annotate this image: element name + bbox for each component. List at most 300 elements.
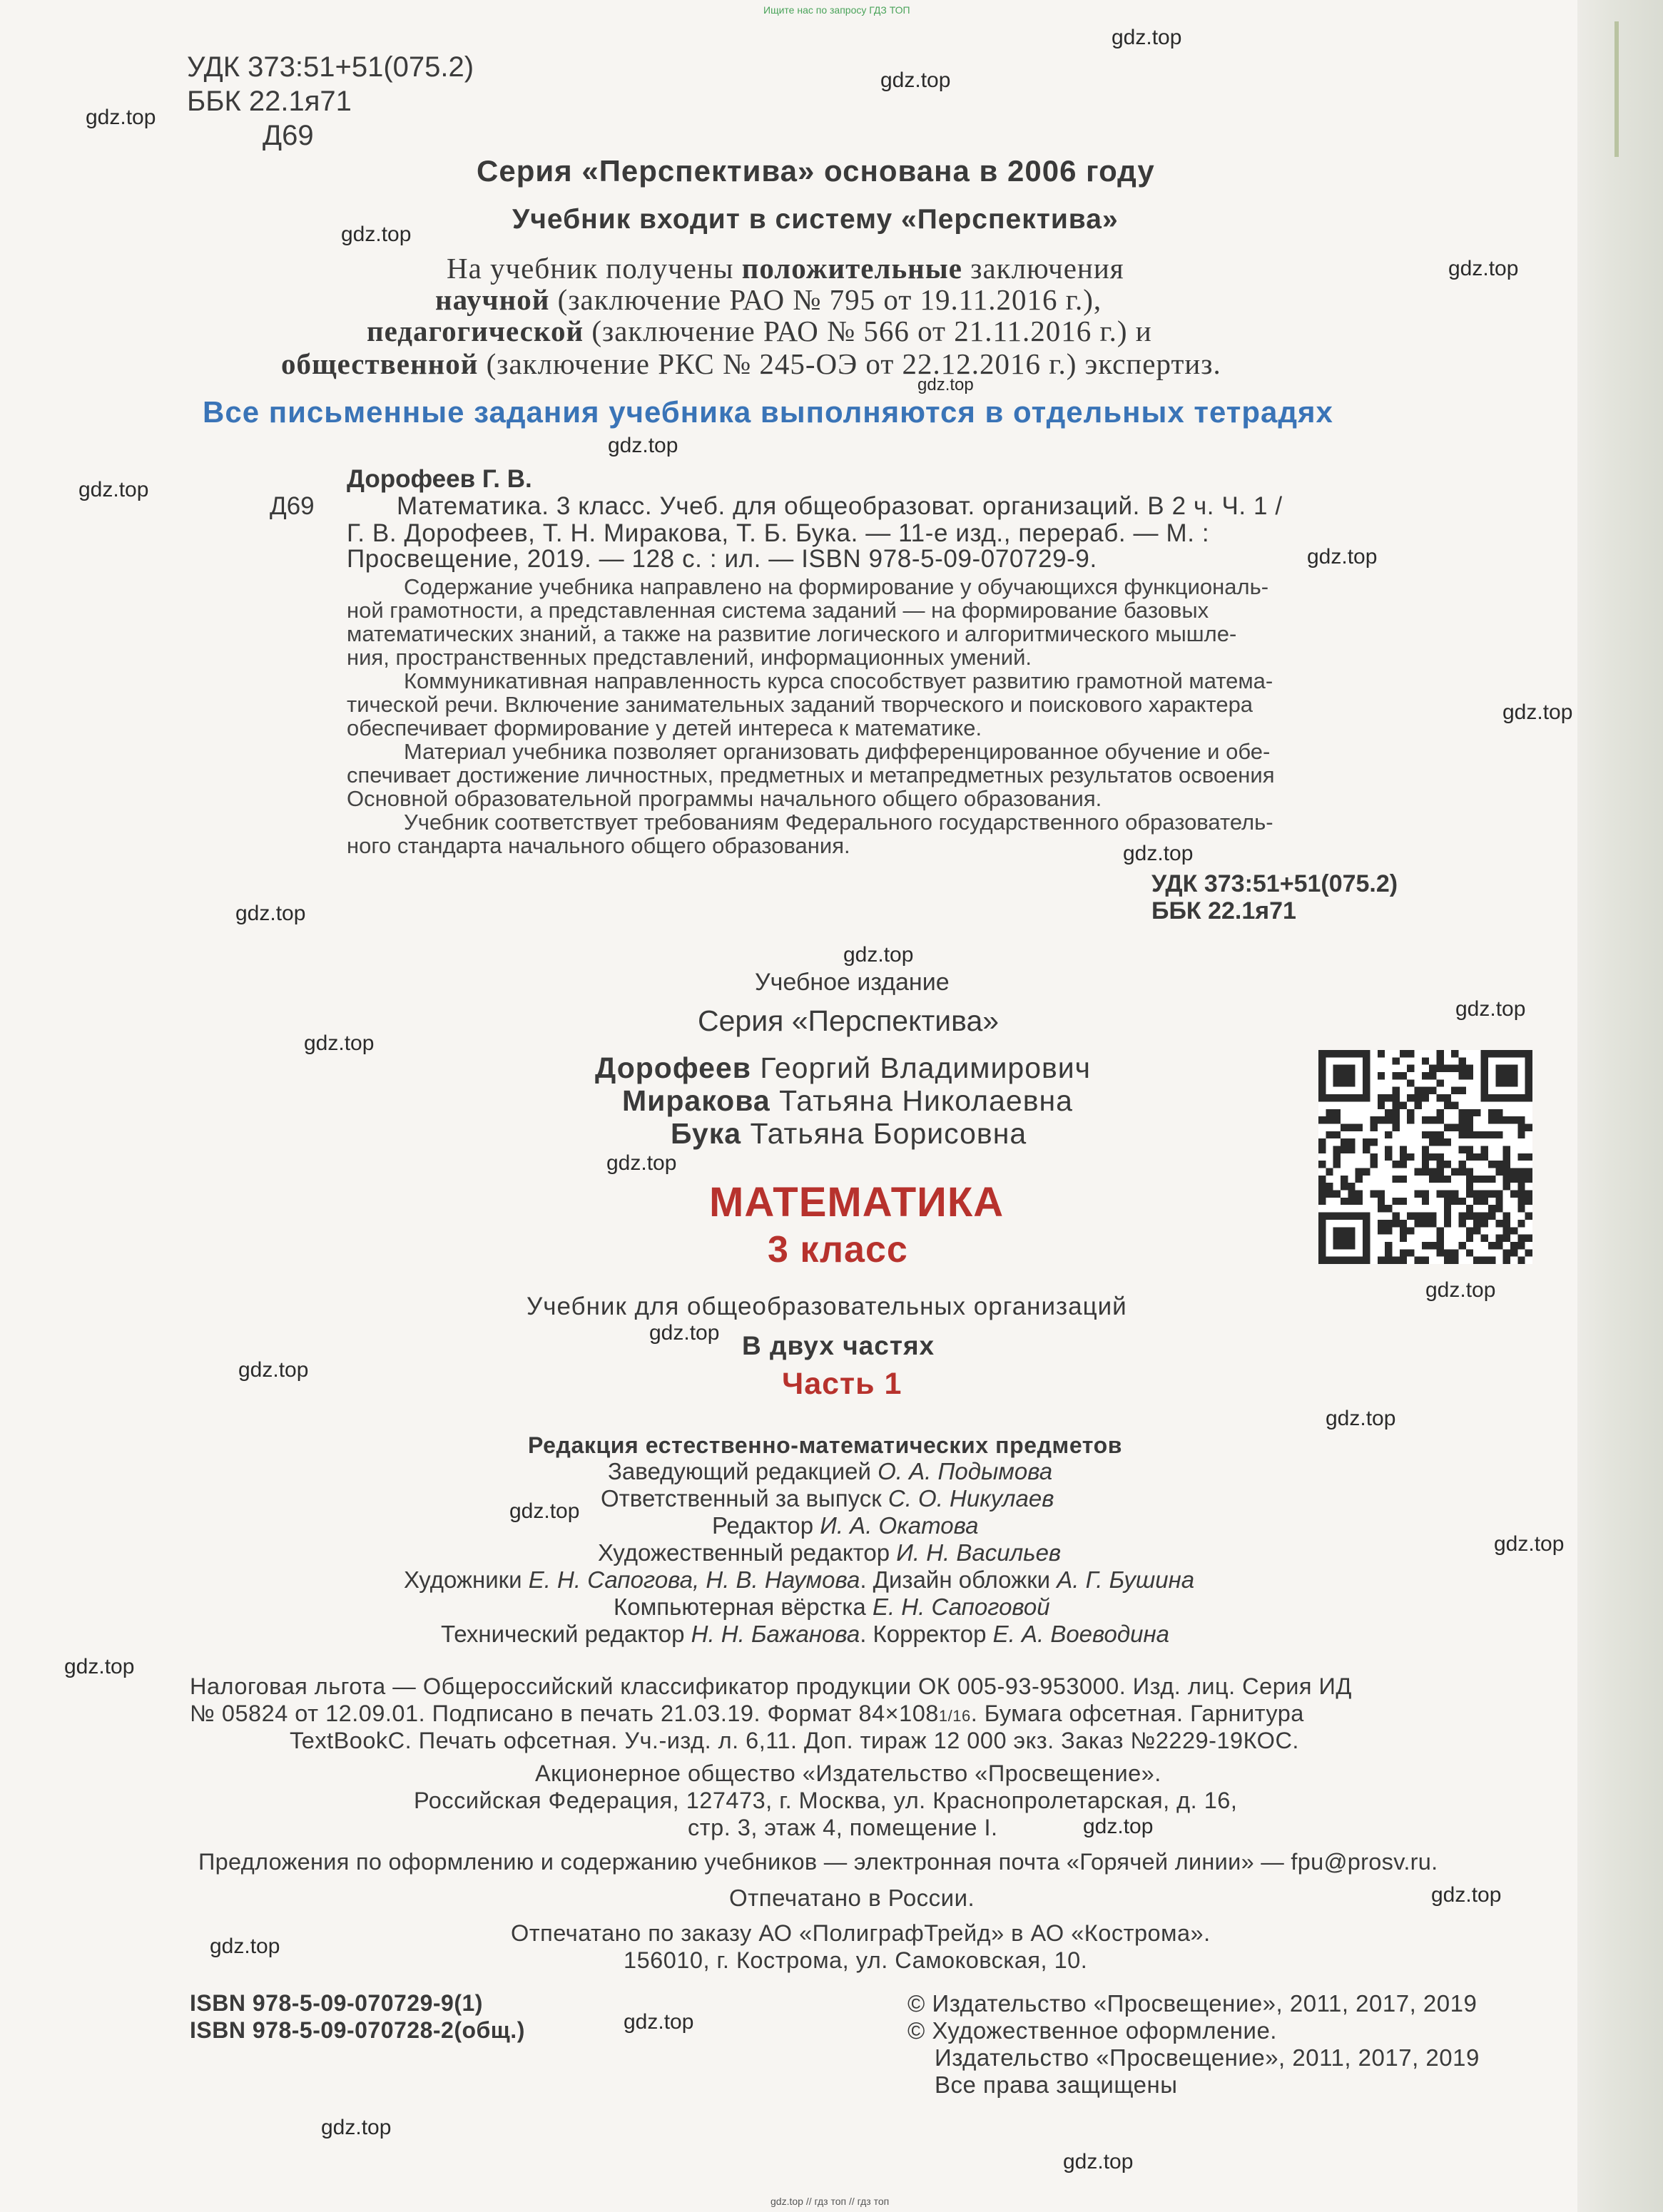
- qr-module: [1466, 1227, 1473, 1234]
- qr-module: [1517, 1131, 1525, 1138]
- qr-module: [1437, 1191, 1444, 1198]
- qr-module: [1422, 1094, 1429, 1101]
- qr-module: [1510, 1050, 1517, 1057]
- qr-module: [1341, 1198, 1348, 1205]
- qr-module: [1481, 1079, 1488, 1086]
- qr-module: [1444, 1123, 1451, 1131]
- qr-module: [1341, 1094, 1348, 1101]
- qr-module: [1363, 1146, 1370, 1153]
- credit-row-artists: Художники Е. Н. Сапогова, Н. В. Наумова. Дизайн обложки А. Г. Бушина: [404, 1566, 1195, 1593]
- qr-module: [1326, 1168, 1333, 1176]
- qr-module: [1356, 1191, 1363, 1198]
- header-bbk: ББК 22.1я71: [187, 86, 352, 117]
- qr-module: [1400, 1146, 1407, 1153]
- credit-row: Ответственный за выпуск С. О. Никулаев: [601, 1485, 1054, 1512]
- qr-module: [1422, 1213, 1429, 1220]
- header-code: Д69: [263, 120, 314, 151]
- copyright-line-3: Издательство «Просвещение», 2011, 2017, 2019: [935, 2044, 1480, 2071]
- qr-module: [1495, 1131, 1502, 1138]
- qr-module: [1392, 1094, 1399, 1101]
- qr-module: [1341, 1242, 1348, 1249]
- system-note: Учебник входит в систему «Перспектива»: [512, 204, 1119, 235]
- qr-module: [1503, 1050, 1510, 1057]
- qr-module: [1437, 1138, 1444, 1146]
- qr-module: [1459, 1161, 1466, 1168]
- qr-module: [1466, 1235, 1473, 1242]
- qr-module: [1318, 1220, 1326, 1227]
- qr-module: [1326, 1109, 1333, 1116]
- qr-module: [1326, 1094, 1333, 1101]
- qr-module: [1466, 1146, 1473, 1153]
- qr-module: [1444, 1198, 1451, 1205]
- qr-module: [1459, 1131, 1466, 1138]
- qr-module: [1481, 1213, 1488, 1220]
- qr-module: [1378, 1257, 1385, 1264]
- qr-module: [1400, 1050, 1407, 1057]
- abstract-line: спечивает достижение личностных, предметных и метапредметных результатов освоения: [347, 763, 1275, 788]
- qr-module: [1444, 1249, 1451, 1256]
- watermark[interactable]: gdz.top: [304, 1031, 375, 1055]
- qr-module: [1429, 1153, 1436, 1161]
- qr-module: [1444, 1161, 1451, 1168]
- qr-module: [1385, 1249, 1392, 1256]
- qr-module: [1333, 1131, 1341, 1138]
- qr-code-image: [1318, 1050, 1532, 1264]
- qr-module: [1437, 1249, 1444, 1256]
- qr-module: [1326, 1191, 1333, 1198]
- qr-module: [1363, 1087, 1370, 1094]
- qr-module: [1341, 1123, 1348, 1131]
- qr-module: [1429, 1138, 1436, 1146]
- author-1: Дорофеев Георгий Владимирович: [595, 1051, 1092, 1084]
- qr-module: [1517, 1116, 1525, 1123]
- qr-module: [1333, 1065, 1341, 1072]
- qr-module: [1503, 1065, 1510, 1072]
- qr-module: [1488, 1242, 1495, 1249]
- qr-module: [1503, 1168, 1510, 1176]
- qr-module: [1481, 1176, 1488, 1183]
- qr-module: [1451, 1050, 1458, 1057]
- bib-bbk: ББК 22.1я71: [1151, 897, 1296, 924]
- qr-module: [1333, 1050, 1341, 1057]
- qr-module: [1451, 1249, 1458, 1256]
- qr-module: [1318, 1249, 1326, 1256]
- series-founded: Серия «Перспектива» основана в 2006 году: [477, 154, 1155, 188]
- proposals-note: Предложения по оформлению и содержанию учебников — электронная почта «Горячей линии» — fpu@prosv.ru.: [198, 1849, 1438, 1875]
- watermark[interactable]: gdz.top: [608, 434, 678, 457]
- qr-module: [1341, 1176, 1348, 1183]
- qr-module: [1510, 1072, 1517, 1079]
- qr-module: [1503, 1249, 1510, 1256]
- watermark[interactable]: gdz.top: [843, 943, 914, 967]
- watermark[interactable]: gdz.top: [1431, 1883, 1502, 1907]
- reviews-line-4: общественной (заключение РКС № 245-ОЭ от 22.12.2016 г.) экспертиз.: [281, 347, 1221, 380]
- qr-module: [1503, 1183, 1510, 1190]
- qr-module: [1400, 1220, 1407, 1227]
- qr-module: [1517, 1050, 1525, 1057]
- qr-module: [1348, 1050, 1355, 1057]
- qr-module: [1422, 1087, 1429, 1094]
- qr-module: [1318, 1227, 1326, 1234]
- qr-module: [1503, 1146, 1510, 1153]
- qr-module: [1481, 1220, 1488, 1227]
- qr-module: [1525, 1198, 1532, 1205]
- top-notice[interactable]: Ищите нас по запросу ГДЗ ТОП: [763, 4, 910, 16]
- qr-module: [1510, 1242, 1517, 1249]
- qr-module: [1517, 1176, 1525, 1183]
- qr-module: [1495, 1242, 1502, 1249]
- watermark[interactable]: gdz.top: [606, 1151, 677, 1175]
- qr-module: [1318, 1116, 1326, 1123]
- qr-module: [1326, 1257, 1333, 1264]
- qr-module: [1481, 1198, 1488, 1205]
- qr-module: [1437, 1109, 1444, 1116]
- book-title: МАТЕМАТИКА: [709, 1179, 1005, 1225]
- qr-module: [1437, 1094, 1444, 1101]
- bottom-notice[interactable]: gdz.top // гдз топ // гдз топ: [771, 2196, 890, 2207]
- qr-module: [1407, 1249, 1414, 1256]
- publisher-line-1: Акционерное общество «Издательство «Просвещение».: [535, 1760, 1161, 1786]
- qr-module: [1341, 1065, 1348, 1072]
- qr-module: [1517, 1242, 1525, 1249]
- watermark[interactable]: gdz.top: [1494, 1532, 1565, 1556]
- qr-module: [1392, 1087, 1399, 1094]
- watermark[interactable]: gdz.top: [341, 223, 412, 246]
- qr-module: [1318, 1191, 1326, 1198]
- printed-in: Отпечатано в России.: [729, 1885, 975, 1911]
- qr-module: [1481, 1072, 1488, 1079]
- qr-module: [1318, 1079, 1326, 1086]
- qr-module: [1370, 1153, 1377, 1161]
- qr-module: [1385, 1153, 1392, 1161]
- qr-module: [1466, 1065, 1473, 1072]
- qr-module: [1525, 1065, 1532, 1072]
- qr-module: [1495, 1235, 1502, 1242]
- qr-module: [1495, 1205, 1502, 1212]
- qr-module: [1392, 1057, 1399, 1064]
- qr-module: [1517, 1168, 1525, 1176]
- reviews-line-3: педагогической (заключение РАО № 566 от 21.11.2016 г.) и: [367, 315, 1152, 347]
- qr-module: [1348, 1138, 1355, 1146]
- qr-module: [1422, 1057, 1429, 1064]
- qr-module: [1451, 1087, 1458, 1094]
- qr-module: [1422, 1161, 1429, 1168]
- qr-module: [1437, 1065, 1444, 1072]
- qr-module: [1356, 1168, 1363, 1176]
- qr-module: [1400, 1072, 1407, 1079]
- watermark[interactable]: gdz.top: [509, 1499, 580, 1523]
- qr-module: [1392, 1198, 1399, 1205]
- qr-module: [1429, 1131, 1436, 1138]
- qr-module: [1326, 1050, 1333, 1057]
- qr-module: [1481, 1235, 1488, 1242]
- abstract-line: Содержание учебника направлено на формирование у обучающихся функциональ-: [404, 574, 1269, 599]
- qr-module: [1488, 1257, 1495, 1264]
- qr-module: [1385, 1146, 1392, 1153]
- qr-code[interactable]: [1318, 1050, 1532, 1264]
- qr-module: [1318, 1235, 1326, 1242]
- qr-module: [1326, 1131, 1333, 1138]
- watermark[interactable]: gdz.top: [624, 2010, 694, 2034]
- qr-module: [1414, 1213, 1421, 1220]
- qr-module: [1503, 1161, 1510, 1168]
- qr-module: [1525, 1094, 1532, 1101]
- qr-module: [1348, 1227, 1355, 1234]
- qr-module: [1459, 1109, 1466, 1116]
- qr-module: [1407, 1065, 1414, 1072]
- watermark[interactable]: gdz.top: [1326, 1407, 1396, 1430]
- qr-module: [1481, 1191, 1488, 1198]
- qr-module: [1422, 1257, 1429, 1264]
- qr-module: [1488, 1213, 1495, 1220]
- qr-module: [1525, 1168, 1532, 1176]
- qr-module: [1525, 1123, 1532, 1131]
- qr-module: [1517, 1220, 1525, 1227]
- qr-module: [1473, 1191, 1480, 1198]
- qr-module: [1341, 1050, 1348, 1057]
- qr-module: [1510, 1249, 1517, 1256]
- qr-module: [1422, 1116, 1429, 1123]
- qr-module: [1495, 1109, 1502, 1116]
- qr-module: [1392, 1123, 1399, 1131]
- qr-module: [1437, 1116, 1444, 1123]
- qr-module: [1481, 1094, 1488, 1101]
- watermark[interactable]: gdz.top: [238, 1358, 309, 1382]
- qr-module: [1525, 1213, 1532, 1220]
- qr-module: [1503, 1213, 1510, 1220]
- watermark[interactable]: gdz.top: [1448, 257, 1519, 280]
- qr-module: [1363, 1242, 1370, 1249]
- qr-module: [1444, 1213, 1451, 1220]
- qr-module: [1466, 1205, 1473, 1212]
- qr-module: [1503, 1153, 1510, 1161]
- qr-module: [1400, 1227, 1407, 1234]
- qr-module: [1510, 1065, 1517, 1072]
- qr-module: [1437, 1153, 1444, 1161]
- qr-module: [1400, 1235, 1407, 1242]
- edition-type: Учебное издание: [755, 969, 950, 996]
- qr-module: [1495, 1168, 1502, 1176]
- watermark[interactable]: gdz.top: [649, 1321, 720, 1345]
- qr-module: [1356, 1176, 1363, 1183]
- qr-module: [1333, 1109, 1341, 1116]
- qr-module: [1363, 1168, 1370, 1176]
- part-label: Часть 1: [782, 1367, 902, 1401]
- qr-module: [1422, 1191, 1429, 1198]
- watermark[interactable]: gdz.top: [321, 2116, 392, 2139]
- qr-module: [1392, 1213, 1399, 1220]
- qr-module: [1333, 1213, 1341, 1220]
- qr-module: [1459, 1116, 1466, 1123]
- qr-module: [1444, 1094, 1451, 1101]
- qr-module: [1400, 1153, 1407, 1161]
- watermark[interactable]: gdz.top: [1123, 842, 1194, 865]
- qr-module: [1370, 1191, 1377, 1198]
- qr-module: [1348, 1242, 1355, 1249]
- reviews-line-1: На учебник получены положительные заключения: [447, 252, 1124, 285]
- watermark[interactable]: gdz.top: [880, 68, 951, 92]
- qr-module: [1348, 1191, 1355, 1198]
- watermark[interactable]: gdz.top: [235, 902, 306, 925]
- qr-module: [1481, 1131, 1488, 1138]
- bib-line-2: Г. В. Дорофеев, Т. Н. Миракова, Т. Б. Бука. — 11-е изд., перераб. — М. :: [347, 519, 1210, 547]
- qr-module: [1510, 1079, 1517, 1086]
- qr-module: [1473, 1176, 1480, 1183]
- qr-module: [1473, 1257, 1480, 1264]
- qr-module: [1378, 1094, 1385, 1101]
- qr-module: [1517, 1191, 1525, 1198]
- qr-module: [1444, 1176, 1451, 1183]
- qr-module: [1488, 1205, 1495, 1212]
- qr-module: [1363, 1057, 1370, 1064]
- qr-module: [1348, 1146, 1355, 1153]
- qr-module: [1466, 1249, 1473, 1256]
- qr-module: [1333, 1227, 1341, 1234]
- watermark[interactable]: gdz.top: [1112, 26, 1182, 49]
- qr-module: [1495, 1094, 1502, 1101]
- qr-module: [1407, 1227, 1414, 1234]
- qr-module: [1392, 1176, 1399, 1183]
- qr-module: [1473, 1213, 1480, 1220]
- qr-module: [1488, 1176, 1495, 1183]
- watermark[interactable]: gdz.top: [1307, 545, 1378, 569]
- notebook-note: Все письменные задания учебника выполняются в отдельных тетрадях: [203, 395, 1333, 429]
- qr-module: [1466, 1109, 1473, 1116]
- qr-module: [1318, 1050, 1326, 1057]
- qr-module: [1341, 1235, 1348, 1242]
- copyright-line-1: © Издательство «Просвещение», 2011, 2017, 2019: [907, 1990, 1478, 2017]
- qr-module: [1429, 1242, 1436, 1249]
- watermark[interactable]: gdz.top: [1083, 1815, 1154, 1838]
- qr-module: [1341, 1079, 1348, 1086]
- qr-module: [1414, 1101, 1421, 1108]
- isbn-1: ISBN 978-5-09-070729-9(1): [190, 1990, 483, 2016]
- qr-module: [1517, 1153, 1525, 1161]
- grade: 3 класс: [768, 1229, 908, 1270]
- watermark[interactable]: gdz.top: [1502, 700, 1573, 724]
- qr-module: [1517, 1205, 1525, 1212]
- qr-module: [1525, 1176, 1532, 1183]
- qr-module: [1437, 1176, 1444, 1183]
- qr-module: [1370, 1161, 1377, 1168]
- qr-module: [1466, 1123, 1473, 1131]
- qr-module: [1510, 1191, 1517, 1198]
- qr-module: [1437, 1235, 1444, 1242]
- qr-module: [1473, 1198, 1480, 1205]
- qr-module: [1481, 1153, 1488, 1161]
- qr-module: [1363, 1138, 1370, 1146]
- qr-module: [1392, 1116, 1399, 1123]
- qr-module: [1444, 1205, 1451, 1212]
- qr-module: [1422, 1153, 1429, 1161]
- author-2: Миракова Татьяна Николаевна: [622, 1084, 1073, 1117]
- qr-module: [1378, 1101, 1385, 1108]
- qr-module: [1503, 1257, 1510, 1264]
- qr-module: [1363, 1213, 1370, 1220]
- qr-module: [1348, 1235, 1355, 1242]
- qr-module: [1481, 1146, 1488, 1153]
- qr-module: [1525, 1050, 1532, 1057]
- qr-module: [1341, 1213, 1348, 1220]
- qr-module: [1488, 1094, 1495, 1101]
- qr-module: [1444, 1220, 1451, 1227]
- watermark[interactable]: gdz.top: [1425, 1278, 1496, 1302]
- qr-module: [1326, 1183, 1333, 1190]
- watermark[interactable]: gdz.top: [1455, 997, 1526, 1021]
- page-edge-mark: [1614, 21, 1619, 157]
- watermark[interactable]: gdz.top: [64, 1655, 135, 1678]
- watermark[interactable]: gdz.top: [1063, 2150, 1134, 2173]
- qr-module: [1370, 1116, 1377, 1123]
- qr-module: [1341, 1138, 1348, 1146]
- qr-module: [1400, 1198, 1407, 1205]
- watermark[interactable]: gdz.top: [917, 375, 974, 394]
- qr-module: [1392, 1101, 1399, 1108]
- qr-module: [1495, 1220, 1502, 1227]
- publisher-line-2: Российская Федерация, 127473, г. Москва, ул. Краснопролетарская, д. 16,: [414, 1788, 1238, 1813]
- watermark[interactable]: gdz.top: [86, 106, 156, 129]
- qr-module: [1348, 1072, 1355, 1079]
- qr-module: [1495, 1198, 1502, 1205]
- qr-module: [1318, 1094, 1326, 1101]
- qr-module: [1503, 1176, 1510, 1183]
- printer-line-1: Отпечатано по заказу АО «ПолиграфТрейд» в АО «Кострома».: [511, 1920, 1211, 1946]
- qr-module: [1481, 1087, 1488, 1094]
- qr-module: [1444, 1065, 1451, 1072]
- qr-module: [1451, 1101, 1458, 1108]
- qr-module: [1363, 1094, 1370, 1101]
- qr-module: [1407, 1213, 1414, 1220]
- qr-module: [1326, 1116, 1333, 1123]
- qr-module: [1414, 1257, 1421, 1264]
- qr-module: [1378, 1116, 1385, 1123]
- qr-module: [1466, 1213, 1473, 1220]
- qr-module: [1429, 1072, 1436, 1079]
- qr-module: [1517, 1257, 1525, 1264]
- qr-module: [1318, 1072, 1326, 1079]
- abstract-line: ной грамотности, а представленная система заданий — на формирование базовых: [347, 598, 1209, 623]
- qr-module: [1363, 1050, 1370, 1057]
- isbn-2: ISBN 978-5-09-070728-2(общ.): [190, 2017, 525, 2043]
- qr-module: [1437, 1242, 1444, 1249]
- qr-module: [1510, 1176, 1517, 1183]
- qr-module: [1525, 1079, 1532, 1086]
- qr-module: [1429, 1176, 1436, 1183]
- bib-author: Дорофеев Г. В.: [347, 465, 532, 493]
- watermark[interactable]: gdz.top: [78, 478, 149, 501]
- qr-module: [1400, 1101, 1407, 1108]
- qr-module: [1437, 1079, 1444, 1086]
- qr-module: [1348, 1198, 1355, 1205]
- qr-module: [1356, 1050, 1363, 1057]
- qr-module: [1407, 1079, 1414, 1086]
- qr-module: [1333, 1146, 1341, 1153]
- page-edge: [1577, 0, 1663, 2212]
- watermark[interactable]: gdz.top: [210, 1935, 280, 1958]
- qr-module: [1318, 1146, 1326, 1153]
- qr-module: [1459, 1087, 1466, 1094]
- qr-module: [1451, 1123, 1458, 1131]
- qr-module: [1378, 1191, 1385, 1198]
- qr-module: [1466, 1153, 1473, 1161]
- abstract-line: Учебник соответствует требованиям Федерального государственного образователь-: [404, 810, 1273, 835]
- qr-module: [1488, 1131, 1495, 1138]
- qr-module: [1422, 1131, 1429, 1138]
- qr-module: [1392, 1257, 1399, 1264]
- qr-module: [1517, 1094, 1525, 1101]
- qr-module: [1356, 1198, 1363, 1205]
- qr-module: [1459, 1220, 1466, 1227]
